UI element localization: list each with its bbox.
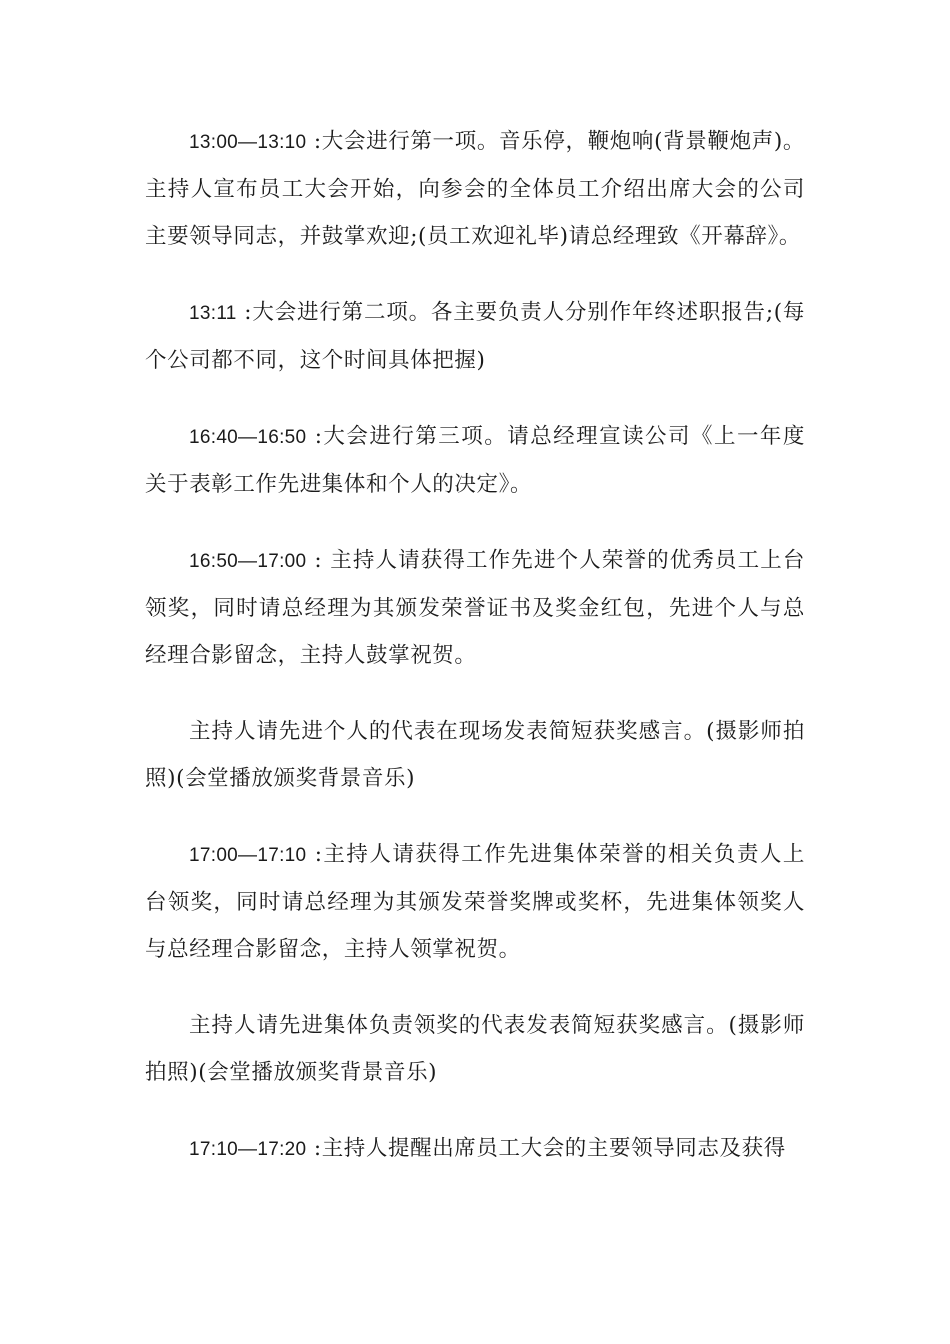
agenda-paragraph-4: [145, 537, 805, 679]
agenda-paragraph-1: [145, 118, 805, 260]
agenda-paragraph-3: [145, 413, 805, 508]
time-range: 13:11: [189, 303, 237, 324]
time-separator: :: [306, 842, 323, 867]
time-separator: :: [306, 1136, 322, 1161]
time-separator: :: [306, 129, 322, 154]
paragraph-text: 大会进行第二项。各主要负责人分别作年终述职报告;(每个公司都不同，这个时间具体把握): [145, 300, 806, 373]
paragraph-text: 大会进行第三项。请总经理宣读公司《上一年度关于表彰工作先进集体和个人的决定》。: [145, 424, 805, 497]
paragraph-text: 主持人请先进集体负责领奖的代表发表简短获奖感言。(摄影师拍照)(会堂播放颁奖背景音乐): [145, 1013, 805, 1085]
agenda-paragraph-5: [145, 708, 805, 802]
paragraph-text: 主持人请获得工作先进集体荣誉的相关负责人上台领奖，同时请总经理为其颁发荣誉奖牌或奖杯，先进集体领奖人与总经理合影留念，主持人领掌祝贺。: [145, 842, 805, 962]
agenda-paragraph-8: [145, 1125, 805, 1173]
time-separator: :: [306, 548, 331, 573]
time-range: 13:00—13:10: [189, 132, 307, 153]
agenda-paragraph-7: [145, 1002, 805, 1096]
paragraph-text: 主持人请获得工作先进个人荣誉的优秀员工上台领奖，同时请总经理为其颁发荣誉证书及奖金红包，先进个人与总经理合影留念，主持人鼓掌祝贺。: [145, 548, 806, 668]
time-range: 16:40—16:50: [189, 427, 307, 448]
agenda-paragraph-6: [145, 831, 805, 973]
time-separator: :: [236, 300, 253, 325]
time-range: 17:00—17:10: [189, 845, 307, 866]
paragraph-text: 主持人请先进个人的代表在现场发表简短获奖感言。(摄影师拍照)(会堂播放颁奖背景音乐): [145, 719, 805, 791]
document-page: [145, 118, 805, 1202]
time-range: 16:50—17:00: [189, 551, 307, 572]
time-separator: :: [306, 424, 323, 449]
paragraph-text: 主持人提醒出席员工大会的主要领导同志及获得: [321, 1136, 786, 1161]
paragraph-text: 大会进行第一项。音乐停，鞭炮响(背景鞭炮声)。主持人宣布员工大会开始，向参会的全体员工介绍出席大会的公司主要领导同志，并鼓掌欢迎;(员工欢迎礼毕)请总经理致《开幕辞》。: [145, 129, 806, 249]
agenda-paragraph-2: [145, 289, 805, 384]
time-range: 17:10—17:20: [189, 1139, 307, 1160]
